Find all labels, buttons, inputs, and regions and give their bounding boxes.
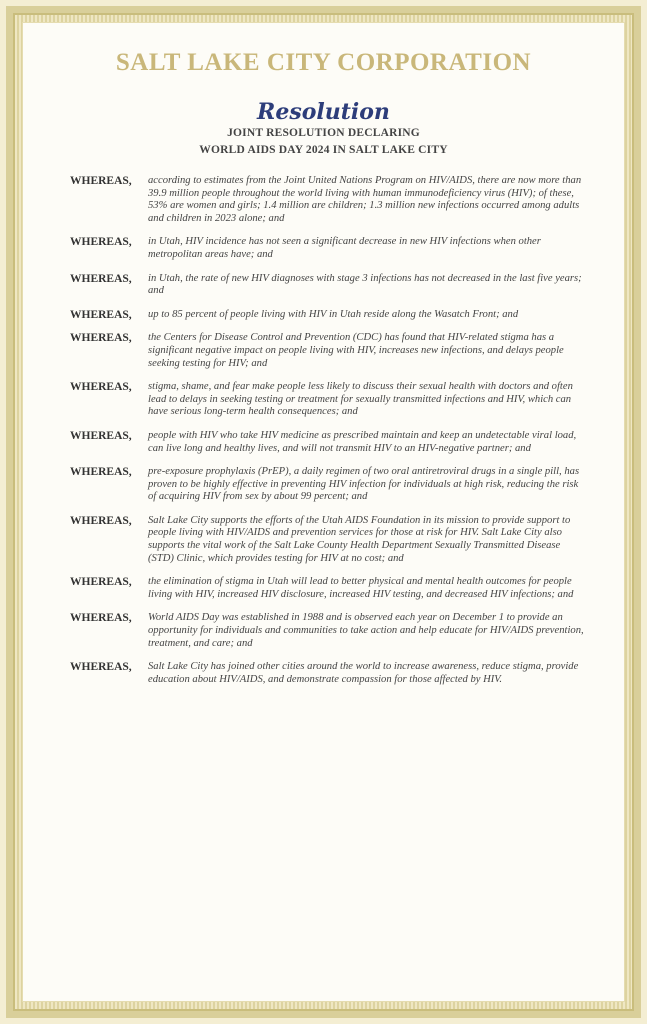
clause-text: in Utah, the rate of new HIV diagnoses with stage 3 infections has not decreased in the last five years; and bbox=[148, 272, 582, 297]
clause-text: Salt Lake City has joined other cities around the world to increase awareness, reduce stigma, provide education about HIV/AIDS, and demonstrate compassion for those affected by HIV. bbox=[148, 661, 579, 685]
clause-label: WHEREAS, bbox=[70, 236, 132, 249]
whereas-clause bbox=[70, 236, 586, 261]
clause-text: pre-exposure prophylaxis (PrEP), a daily regimen of two oral antiretroviral drugs in a single pill, has proven to be highly effective in preventing HIV infection for individuals at high risk, reducing the risk of acquiring HIV from sex by about 99 percent; and bbox=[148, 466, 580, 503]
clause-text: the Centers for Disease Control and Prevention (CDC) has found that HIV-related stigma has a significant negative impact on people living with HIV, increases new infections, and delays people seeking testing for HIV; and bbox=[148, 332, 564, 369]
resolution-title: Resolution bbox=[257, 99, 390, 125]
clause-label: WHEREAS, bbox=[70, 272, 132, 285]
clause-label: WHEREAS, bbox=[70, 612, 132, 625]
clause-label: WHEREAS, bbox=[70, 429, 132, 442]
clause-text: in Utah, HIV incidence has not seen a significant decrease in new HIV infections when other metropolitan areas have; and bbox=[148, 236, 541, 260]
clause-text: up to 85 percent of people living with HIV in Utah reside along the Wasatch Front; and bbox=[148, 308, 519, 320]
whereas-clause bbox=[70, 309, 586, 322]
whereas-clause bbox=[70, 515, 586, 565]
clause-text: people with HIV who take HIV medicine as prescribed maintain and keep an undetectable viral load, can live long and healthy lives, and will not transmit HIV to an HIV-negative partner; and bbox=[148, 429, 577, 454]
clause-text: World AIDS Day was established in 1988 and is observed each year on December 1 to provide an opportunity for individuals and communities to take action and help educate for HIV/AIDS prevention, treatment, and care; and bbox=[148, 612, 584, 649]
clause-label: WHEREAS, bbox=[70, 576, 132, 589]
clause-label: WHEREAS, bbox=[70, 175, 132, 187]
whereas-clause bbox=[70, 175, 586, 225]
whereas-clause bbox=[70, 466, 586, 504]
clause-text: according to estimates from the Joint United Nations Program on HIV/AIDS, there are now more than 39.9 million people throughout the world living with human immunodeficiency virus (HIV); of these, 53% are women and girls; 1.4 million are children; 1.3 million new infections occurred among adults and children in 2023 alone; and bbox=[148, 175, 582, 224]
clause-label: WHEREAS, bbox=[70, 332, 132, 345]
subtitle-line-2: WORLD AIDS DAY 2024 IN SALT LAKE CITY bbox=[199, 144, 448, 156]
whereas-clauses bbox=[70, 175, 586, 697]
whereas-clause bbox=[70, 576, 586, 601]
clause-label: WHEREAS, bbox=[70, 381, 132, 394]
whereas-clause bbox=[70, 612, 586, 650]
whereas-clause bbox=[70, 332, 586, 370]
whereas-clause bbox=[70, 430, 586, 455]
whereas-clause bbox=[70, 661, 586, 686]
clause-label: WHEREAS, bbox=[70, 661, 132, 674]
whereas-clause bbox=[70, 381, 586, 419]
corporation-heading: SALT LAKE CITY CORPORATION bbox=[115, 49, 532, 76]
whereas-clause bbox=[70, 273, 586, 298]
subtitle-line-1: JOINT RESOLUTION DECLARING bbox=[227, 127, 420, 139]
clause-text: stigma, shame, and fear make people less likely to discuss their sexual health with doctors and often lead to delays in seeking testing or treatment for sexually transmitted infections and HIV, which can have serious long-term health consequences; and bbox=[148, 381, 573, 418]
document-sheet bbox=[22, 22, 625, 1002]
clause-label: WHEREAS, bbox=[70, 308, 132, 321]
clause-text: the elimination of stigma in Utah will lead to better physical and mental health outcomes for people living with HIV, increased HIV disclosure, increased HIV testing, and decreased HIV infections; and bbox=[148, 576, 574, 600]
clause-label: WHEREAS, bbox=[70, 466, 132, 479]
clause-label: WHEREAS, bbox=[70, 514, 132, 527]
clause-text: Salt Lake City supports the efforts of the Utah AIDS Foundation in its mission to provide support to people living with HIV/AIDS and prevention services for those at risk for HIV. Salt Lake City also supports the vital work of the Salt Lake County Health Department Sexually Transmitted Disease (STD) Clinic, which provides testing for HIV at no cost; and bbox=[148, 514, 571, 564]
